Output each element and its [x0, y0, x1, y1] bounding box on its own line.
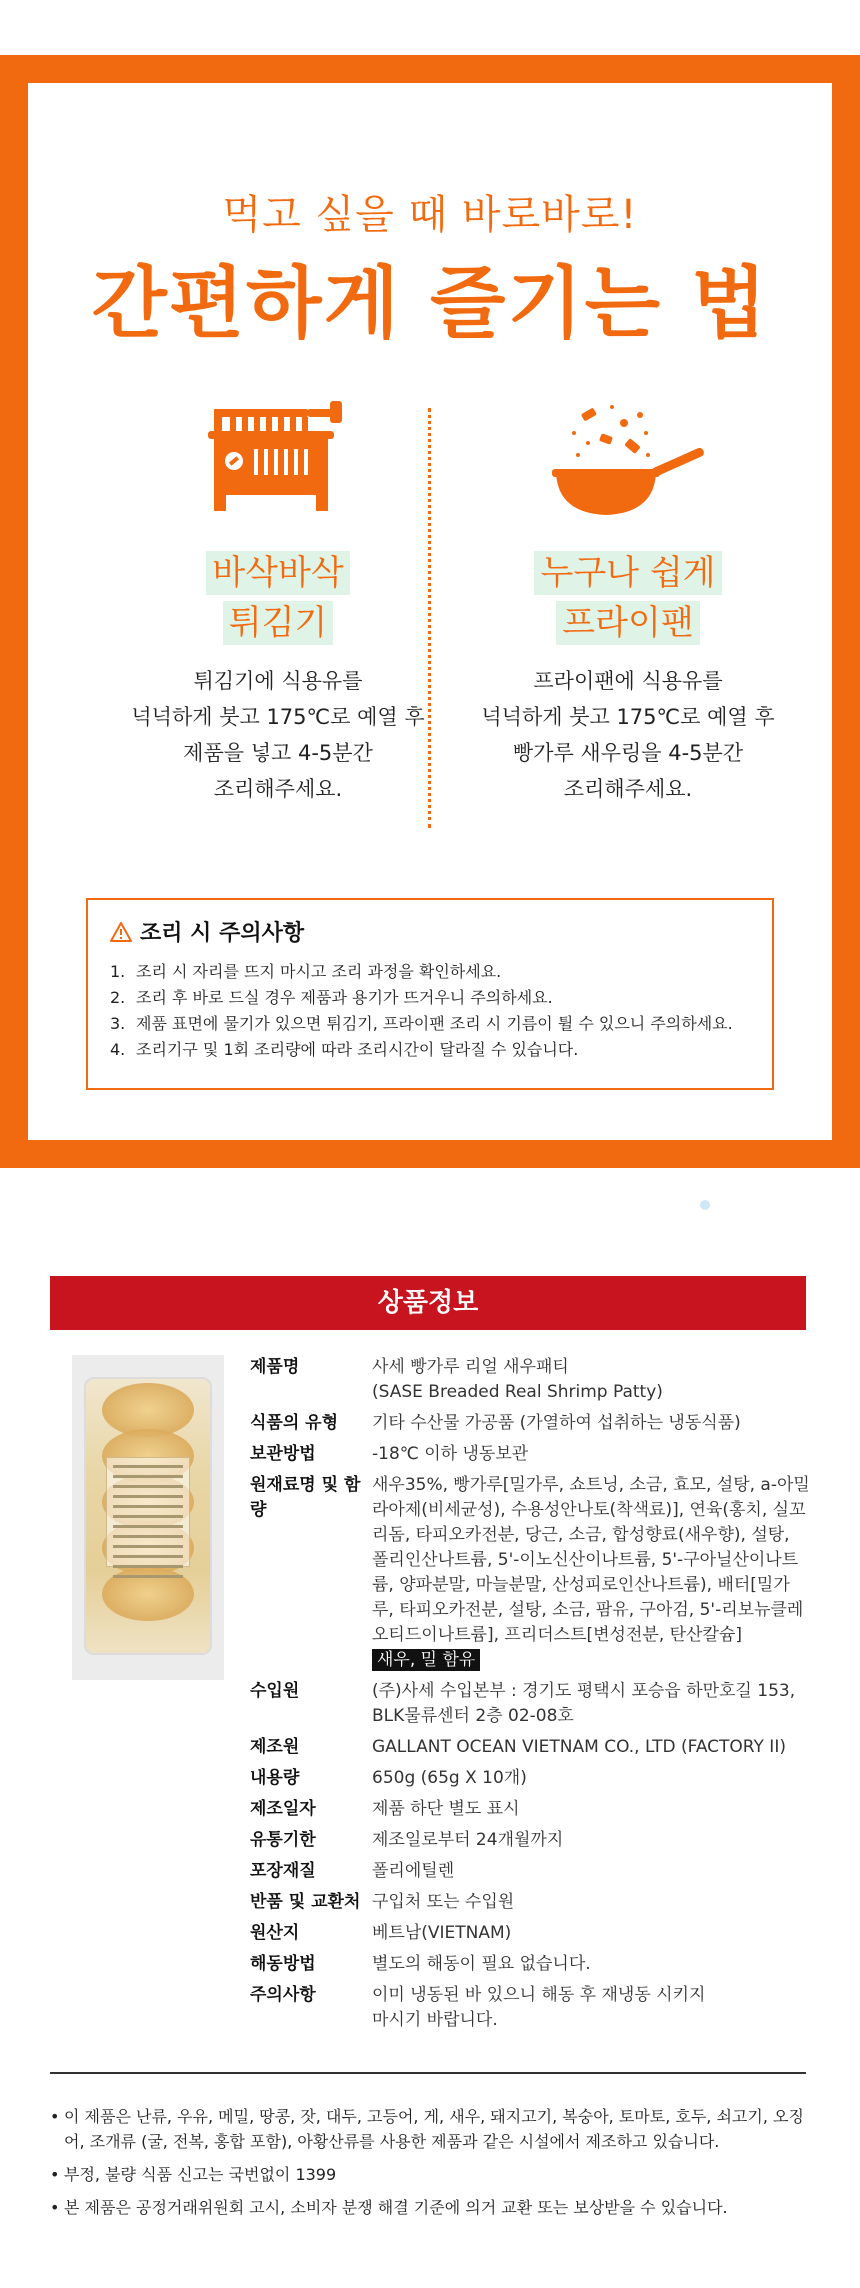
caution-item-number: 4. [110, 1040, 126, 1059]
spec-key: 해동방법 [250, 1954, 316, 1974]
product-image [72, 1355, 224, 1680]
decorative-dot [700, 1200, 710, 1210]
spec-value: 650g (65g X 10개) [372, 1768, 527, 1788]
method-tag-line2: 튀김기 [223, 601, 334, 645]
spec-value: 제조일로부터 24개월까지 [372, 1830, 564, 1850]
spec-key: 원재료명 및 함량 [250, 1475, 361, 1520]
spec-value: 제품 하단 별도 표시 [372, 1799, 520, 1819]
caution-box [86, 898, 774, 1090]
spec-key: 보관방법 [250, 1444, 316, 1464]
method-tag-line1: 바삭바삭 [206, 551, 349, 595]
caution-list [110, 959, 750, 1063]
spec-value: 별도의 해동이 필요 없습니다. [372, 1954, 591, 1974]
note-text: 본 제품은 공정거래위원회 고시, 소비자 분쟁 해결 기준에 의거 교환 또는 보상받을 수 있습니다. [64, 2198, 728, 2217]
caution-item-number: 1. [110, 962, 126, 981]
note-text: 부정, 불량 식품 신고는 국번없이 1399 [64, 2165, 337, 2184]
bullet: • [50, 2107, 60, 2126]
product-info-banner: 상품정보 [50, 1276, 806, 1330]
method-desc-line: 조리해주세요. [563, 777, 693, 801]
caution-item [110, 985, 750, 1011]
spec-key: 원산지 [250, 1923, 300, 1943]
method-desc-line: 넉넉하게 붓고 175℃로 예열 후 [481, 705, 775, 729]
spec-value: 베트남(VIETNAM) [372, 1923, 512, 1943]
spec-row [250, 1735, 810, 1760]
spec-key: 반품 및 교환처 [250, 1892, 361, 1912]
fryer-icon [178, 393, 378, 533]
spec-key: 유통기한 [250, 1830, 316, 1850]
method-desc-line: 빵가루 새우링을 4-5분간 [512, 741, 744, 765]
caution-item-number: 3. [110, 1014, 126, 1033]
spec-row [250, 1766, 810, 1791]
method-desc-line: 조리해주세요. [213, 777, 343, 801]
section-divider [50, 2072, 806, 2074]
spec-value: 폴리에틸렌 [372, 1861, 455, 1881]
spec-key: 제조일자 [250, 1799, 316, 1819]
method-fryer [108, 393, 448, 807]
spec-row [250, 1828, 810, 1853]
spec-value: 사세 빵가루 리얼 새우패티 (SASE Breaded Real Shrimp Patty) [372, 1357, 663, 1402]
guide-subtitle: 먹고 싶을 때 바로바로! [222, 192, 638, 238]
method-divider [428, 408, 431, 828]
method-description [108, 663, 448, 807]
method-desc-line: 튀김기에 식용유를 [193, 669, 363, 693]
spec-value: 기타 수산물 가공품 (가열하여 섭취하는 냉동식품) [372, 1413, 741, 1433]
cooking-guide-frame [0, 55, 860, 1168]
method-desc-line: 프라이팬에 식용유를 [533, 669, 723, 693]
caution-heading [110, 916, 750, 947]
spec-key: 제조원 [250, 1737, 300, 1757]
note-text: 이 제품은 난류, 우유, 메밀, 땅콩, 잣, 대두, 고등어, 게, 새우, 돼지고기, 복숭아, 토마토, 호두, 쇠고기, 오징어, 조개류 (굴, 전복, 홍합 포함), 아황산류를 사용한 제품과 같은 시설에서 제조하고 있습니다. [64, 2107, 804, 2151]
spec-row [250, 1797, 810, 1822]
spec-row [250, 1411, 810, 1436]
method-desc-line: 넉넉하게 붓고 175℃로 예열 후 [131, 705, 425, 729]
guide-title: 간편하게 즐기는 법 [91, 259, 769, 349]
caution-item-text: 조리 후 바로 드실 경우 제품과 용기가 뜨거우니 주의하세요. [136, 988, 553, 1007]
spec-key: 식품의 유형 [250, 1413, 339, 1433]
package-label [106, 1457, 190, 1567]
spec-row [250, 1473, 810, 1673]
spec-value: -18℃ 이하 냉동보관 [372, 1444, 529, 1464]
cooking-guide-card [28, 83, 832, 1140]
allergen-tag: 새우, 밀 함유 [372, 1649, 480, 1671]
spec-row [250, 1442, 810, 1467]
spec-key: 수입원 [250, 1681, 300, 1701]
product-package [84, 1377, 212, 1655]
spec-value: (주)사세 수입본부 : 경기도 평택시 포승읍 하만호길 153, BLK물류센터 2층 02-08호 [372, 1681, 796, 1726]
note-item [50, 2104, 810, 2154]
spec-row [250, 1983, 810, 2033]
caution-title: 조리 시 주의사항 [140, 921, 305, 946]
caution-item-number: 2. [110, 988, 126, 1007]
frying-pan-icon [528, 393, 728, 533]
spec-row [250, 1859, 810, 1884]
spec-value: 구입처 또는 수입원 [372, 1892, 515, 1912]
spec-value: 이미 냉동된 바 있으니 해동 후 재냉동 시키지 마시기 바랍니다. [372, 1985, 706, 2030]
method-desc-line: 제품을 넣고 4-5분간 [183, 741, 373, 765]
spec-value [372, 1473, 810, 1673]
caution-item [110, 1037, 750, 1063]
spec-row [250, 1890, 810, 1915]
bullet: • [50, 2165, 60, 2184]
caution-item-text: 제품 표면에 물기가 있으면 튀김기, 프라이팬 조리 시 기름이 튈 수 있으니 주의하세요. [136, 1014, 733, 1033]
method-tag-line2: 프라이팬 [556, 601, 699, 645]
note-item [50, 2195, 810, 2220]
spec-row [250, 1355, 810, 1405]
method-tag-line1: 누구나 쉽게 [534, 551, 721, 595]
ingredients-text: 새우35%, 빵가루[밀가루, 쇼트닝, 소금, 효모, 설탕, a-아밀라아제(비세균성), 수용성안나토(착색료)], 연육(홍치, 실꼬리돔, 타피오카전분, 당근, 소금, 합성향료(새우향), 설탕, 폴리인산나트륨, 5'-이노신산이나트륨, 5'-구아닐산이나트륨, 양파분말, 마늘분말, 산성피로인산나트륨), 배터[밀가루, 타피오카전분, 설탕, 소금, 팜유, 구아검, 5'-리보뉴클레오티드이나트륨], 프리더스트[변성전분, 탄산칼슘] [372, 1475, 810, 1645]
spec-row [250, 1679, 810, 1729]
caution-item [110, 1011, 750, 1037]
caution-item-text: 조리기구 및 1회 조리량에 따라 조리시간이 달라질 수 있습니다. [136, 1040, 579, 1059]
spec-key: 제품명 [250, 1357, 300, 1377]
spec-key: 내용량 [250, 1768, 300, 1788]
spec-row [250, 1921, 810, 1946]
product-spec-table [250, 1355, 810, 2039]
bullet: • [50, 2198, 60, 2217]
method-frying-pan [458, 393, 798, 807]
method-description [458, 663, 798, 807]
note-item [50, 2162, 810, 2187]
spec-key: 포장재질 [250, 1861, 316, 1881]
notes-list [50, 2104, 810, 2228]
caution-item [110, 959, 750, 985]
caution-item-text: 조리 시 자리를 뜨지 마시고 조리 과정을 확인하세요. [136, 962, 502, 981]
warning-icon [110, 922, 132, 942]
spec-key: 주의사항 [250, 1985, 316, 2005]
spec-value: GALLANT OCEAN VIETNAM CO., LTD (FACTORY II) [372, 1737, 786, 1757]
spec-row [250, 1952, 810, 1977]
